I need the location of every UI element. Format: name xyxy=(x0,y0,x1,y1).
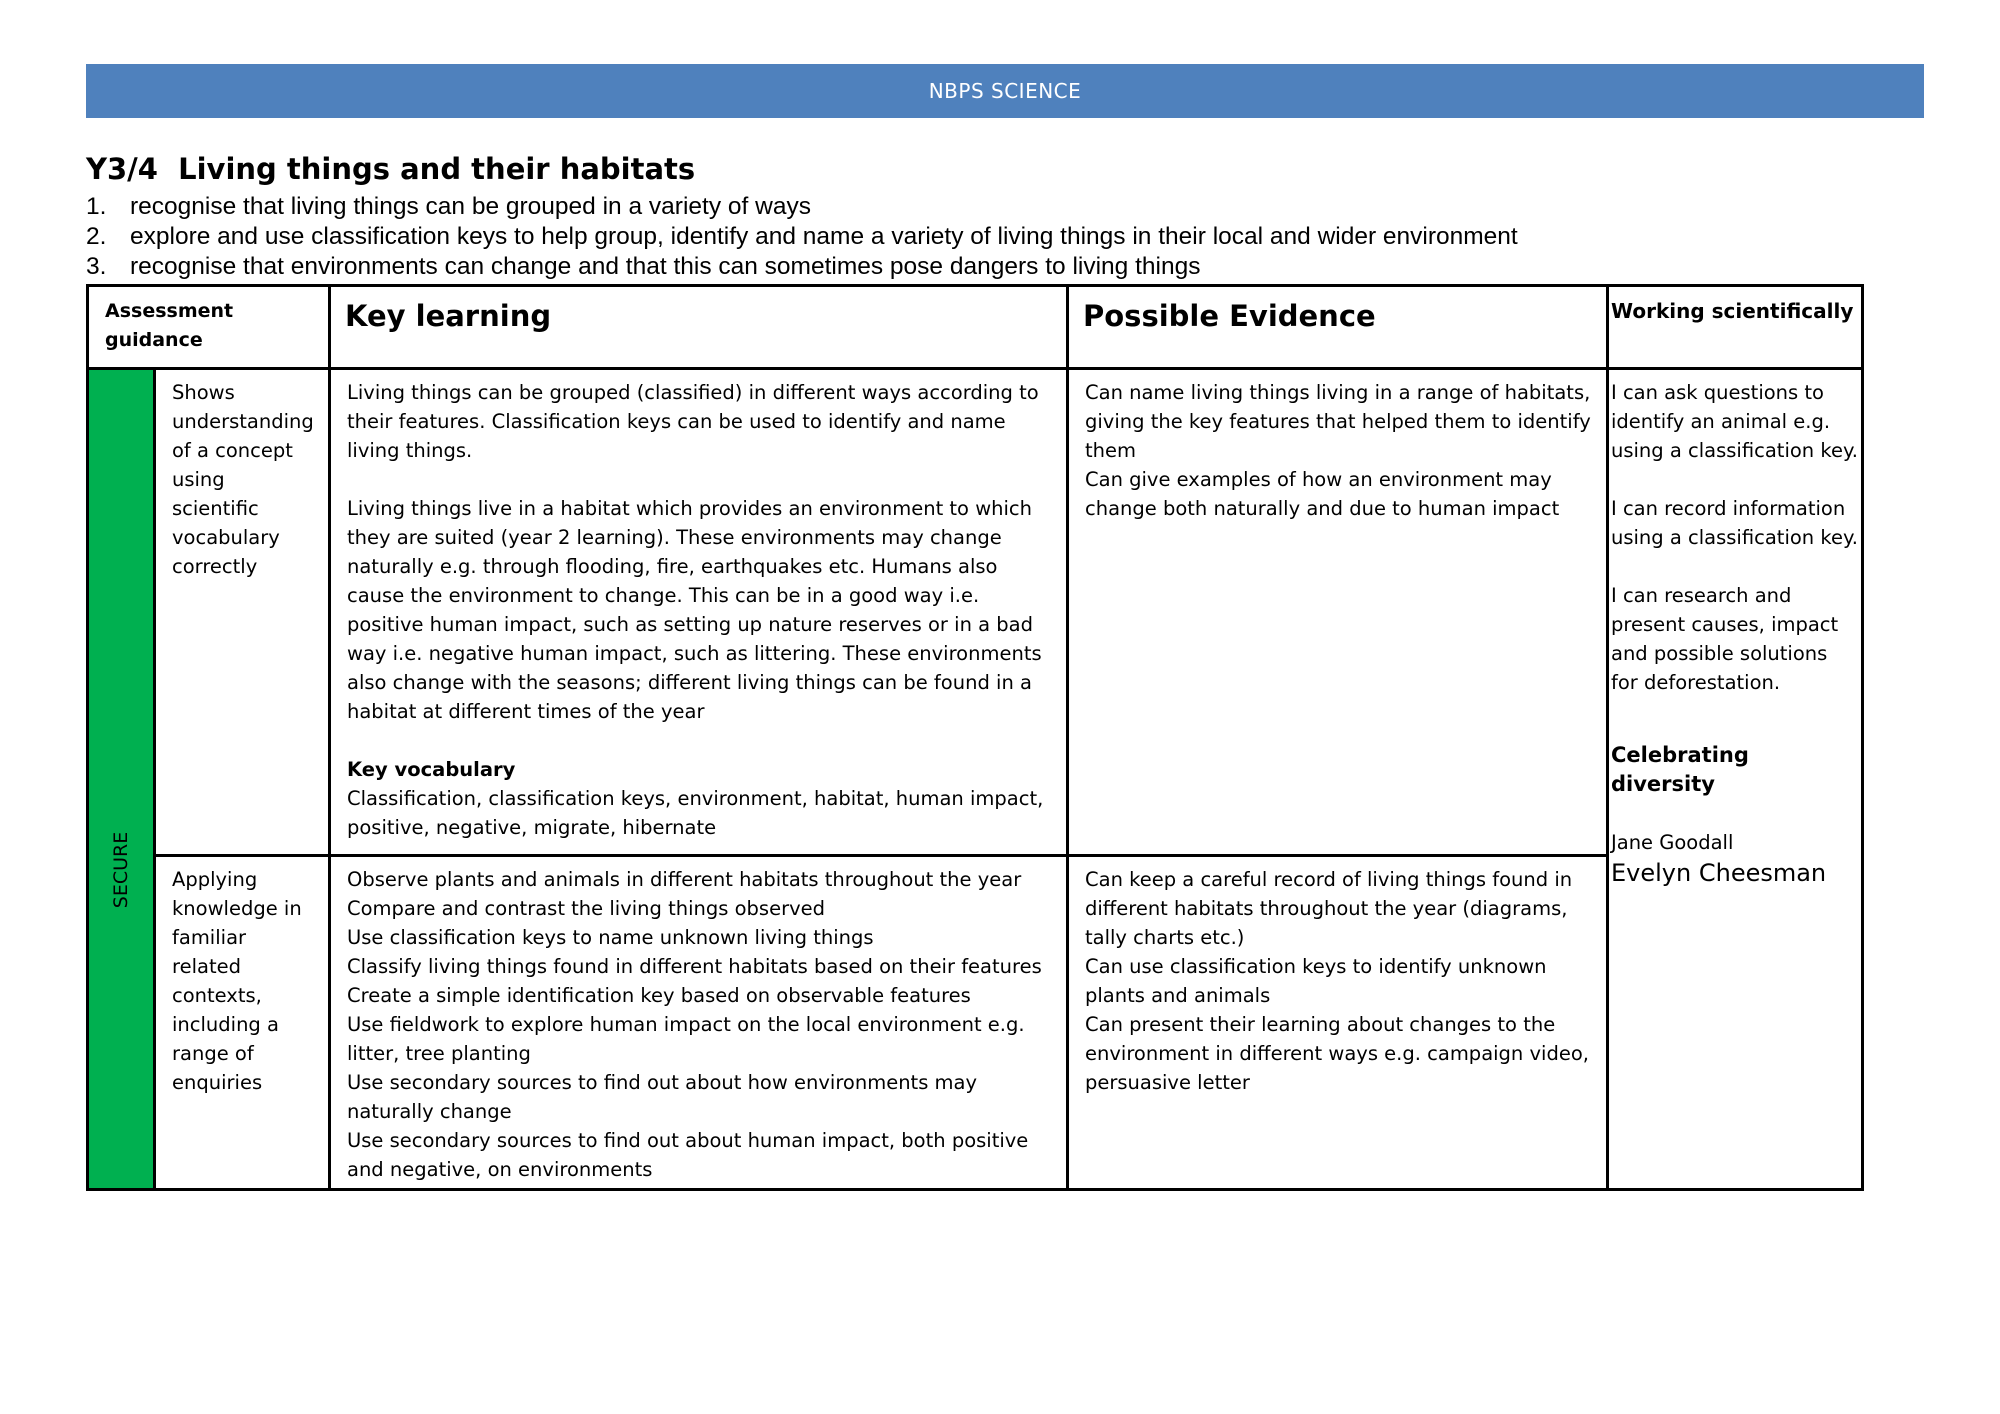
header-banner: NBPS SCIENCE xyxy=(86,64,1924,118)
evidence-item: Can give examples of how an environment may change both naturally and due to human impact xyxy=(1085,468,1560,520)
objective-text: recognise that environments can change and that this can sometimes pose dangers to living things xyxy=(130,253,1201,280)
objectives-list xyxy=(86,192,1518,282)
evidence-cell xyxy=(1069,370,1606,854)
working-item: I can record information using a classification key. xyxy=(1611,497,1858,549)
celebrating-diversity-heading: Celebrating diversity xyxy=(1611,743,1749,796)
objective-number: 1. xyxy=(86,193,107,220)
guidance-applying-knowledge: Applying knowledge in familiar related contexts, including a range of enquiries xyxy=(172,868,302,1094)
header-assessment-guidance: Assessment guidance xyxy=(105,300,234,351)
guidance-secure-understanding: Shows understanding of a concept using scientific vocabulary correctly xyxy=(172,381,314,578)
key-learning-item: Observe plants and animals in different habitats throughout the year xyxy=(347,868,1022,891)
working-item: I can research and present causes, impact and possible solutions for deforestation. xyxy=(1611,584,1839,694)
key-learning-item: Compare and contrast the living things observed xyxy=(347,897,826,920)
key-learning-item: Use secondary sources to find out about human impact, both positive and negative, on environments xyxy=(347,1129,1029,1181)
key-learning-item: Create a simple identification key based on observable features xyxy=(347,984,971,1007)
evidence-item: Can use classification keys to identify unknown plants and animals xyxy=(1085,955,1547,1007)
key-learning-item: Classify living things found in different habitats based on their features xyxy=(347,955,1042,978)
objective-item xyxy=(86,222,1518,252)
objective-item xyxy=(86,192,1518,222)
key-learning-cell xyxy=(331,857,1066,1188)
key-learning-paragraph: Living things can be grouped (classified) in different ways according to their features. Classification keys can be used to identify and name living things. xyxy=(347,381,1039,462)
key-vocabulary-heading: Key vocabulary xyxy=(347,758,516,781)
diversity-name: Evelyn Cheesman xyxy=(1611,859,1827,887)
header-working-scientifically: Working scientifically xyxy=(1611,299,1854,323)
header-possible-evidence: Possible Evidence xyxy=(1083,299,1376,333)
key-learning-item: Use fieldwork to explore human impact on the local environment e.g. litter, tree planting xyxy=(347,1013,1025,1065)
evidence-item: Can name living things living in a range of habitats, giving the key features that helped them to identify them xyxy=(1085,381,1591,462)
working-item: I can ask questions to identify an animal e.g. using a classification key. xyxy=(1611,381,1858,462)
evidence-item: Can present their learning about changes to the environment in different ways e.g. campaign video, persuasive letter xyxy=(1085,1013,1589,1094)
objective-item xyxy=(86,252,1518,282)
secure-label: SECURE xyxy=(110,831,132,909)
objective-text: explore and use classification keys to help group, identify and name a variety of living things in their local and wider environment xyxy=(130,223,1518,250)
working-scientifically-cell xyxy=(1609,370,1861,1188)
page-title: Y3/4 Living things and their habitats xyxy=(86,152,696,186)
secure-band xyxy=(89,370,153,1188)
header-key-learning: Key learning xyxy=(345,299,552,333)
objective-number: 3. xyxy=(86,253,107,280)
diversity-name: Jane Goodall xyxy=(1611,831,1734,854)
assessment-table xyxy=(86,284,1864,1191)
key-learning-item: Use classification keys to name unknown living things xyxy=(347,926,874,949)
key-learning-cell xyxy=(331,370,1066,854)
key-learning-item: Use secondary sources to find out about how environments may naturally change xyxy=(347,1071,978,1123)
key-vocabulary-text: Classification, classification keys, environment, habitat, human impact, positive, negative, migrate, hibernate xyxy=(347,787,1044,839)
objective-number: 2. xyxy=(86,223,107,250)
key-learning-paragraph: Living things live in a habitat which provides an environment to which they are suited (year 2 learning). These environments may change naturally e.g. through flooding, fire, earthquakes etc. Humans also cause the environment to change. This can be in a good way i.e. positive human impact, such as setting up nature reserves or in a bad way i.e. negative human impact, such as littering. These environments also change with the seasons; different living things can be found in a habitat at different times of the year xyxy=(347,497,1042,723)
objective-text: recognise that living things can be grouped in a variety of ways xyxy=(130,193,811,220)
evidence-cell xyxy=(1069,857,1606,1188)
evidence-item: Can keep a careful record of living things found in different habitats throughout the year (diagrams, tally charts etc.) xyxy=(1085,868,1573,949)
